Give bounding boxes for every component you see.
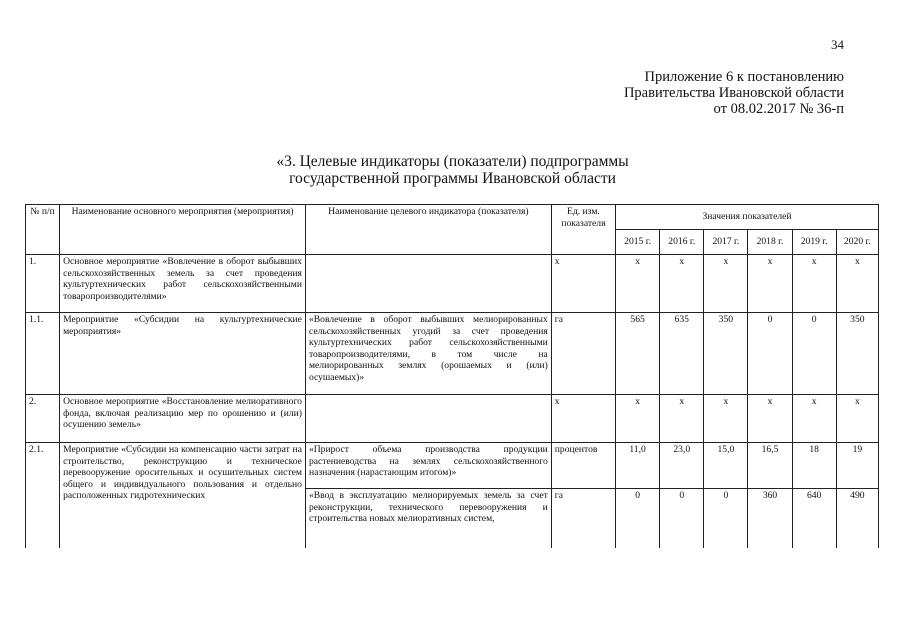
row-value: х [748, 395, 792, 443]
appendix-line-1: Приложение 6 к постановлению [644, 69, 844, 85]
row-value: 565 [616, 313, 660, 395]
title-line-2: государственной программы Ивановской области [289, 170, 616, 187]
appendix-line-2: Правительства Ивановской области [623, 85, 844, 101]
row-value: 490 [836, 489, 878, 549]
row-value: х [660, 395, 704, 443]
row-value: х [704, 395, 748, 443]
row-num: 2. [26, 395, 60, 443]
row-value: 0 [748, 313, 792, 395]
row-indicator: «Вовлечение в оборот выбывших мелиорированных сельскохозяйственных угодий за счет проведения культуртехнических работ сельскохозяйственными товаропроизводителями, в том числе на мелиорированных землях (орошаемых и (или) осушаемых)» [305, 313, 551, 395]
row-indicator [305, 395, 551, 443]
row-value: 0 [792, 313, 836, 395]
header-values: Значения показателей [616, 205, 879, 230]
row-value: 0 [660, 489, 704, 549]
table-row [26, 313, 879, 395]
row-event: Мероприятие «Субсидии на компенсацию части затрат на строительство, реконструкцию и техническое перевооружение оросительных и осушительных систем общего и индивидуального пользования и отдельно расположенных гидротехнических [60, 443, 306, 549]
table-header-row [26, 205, 879, 230]
row-value: 18 [792, 443, 836, 489]
header-unit: Ед. изм. показателя [551, 205, 615, 255]
row-value: 0 [616, 489, 660, 549]
row-value: 0 [704, 489, 748, 549]
row-unit: га [551, 313, 615, 395]
row-value: х [616, 395, 660, 443]
row-unit: га [551, 489, 615, 549]
row-unit: х [551, 255, 615, 313]
header-year: 2017 г. [704, 230, 748, 255]
row-value: 15,0 [704, 443, 748, 489]
row-value: 360 [748, 489, 792, 549]
row-num: 1. [26, 255, 60, 313]
row-num: 1.1. [26, 313, 60, 395]
row-indicator: «Ввод в эксплуатацию мелиорируемых земель за счет реконструкции, технического перевооружения и строительства новых мелиоративных систем, [305, 489, 551, 549]
row-value: 19 [836, 443, 878, 489]
row-unit: х [551, 395, 615, 443]
header-event: Наименование основного мероприятия (мероприятия) [60, 205, 306, 255]
row-value: х [792, 255, 836, 313]
page-number: 34 [831, 37, 844, 52]
table-row [26, 395, 879, 443]
row-event: Основное мероприятие «Вовлечение в оборот выбывших сельскохозяйственных земель за счет проведения культуртехнических работ сельскохозяйственными товаропроизводителями» [60, 255, 306, 313]
row-event: Основное мероприятие «Восстановление мелиоративного фонда, включая реализацию мер по орошению и (или) осушению земель» [60, 395, 306, 443]
row-value: х [660, 255, 704, 313]
header-year: 2020 г. [836, 230, 878, 255]
header-indicator: Наименование целевого индикатора (показателя) [305, 205, 551, 255]
row-value: х [792, 395, 836, 443]
row-value: х [616, 255, 660, 313]
indicators-table [25, 204, 879, 548]
header-year: 2015 г. [616, 230, 660, 255]
row-indicator: «Прирост объема производства продукции растениеводства на землях сельскохозяйственного назначения (нарастающим итогом)» [305, 443, 551, 489]
header-year: 2019 г. [792, 230, 836, 255]
appendix-line-3: от 08.02.2017 № 36-п [713, 101, 844, 117]
table-row [26, 255, 879, 313]
row-value: х [704, 255, 748, 313]
row-event: Мероприятие «Субсидии на культуртехнические мероприятия» [60, 313, 306, 395]
row-indicator [305, 255, 551, 313]
table-row [26, 443, 879, 489]
row-value: 640 [792, 489, 836, 549]
header-year: 2016 г. [660, 230, 704, 255]
row-unit: процентов [551, 443, 615, 489]
row-value: х [836, 395, 878, 443]
row-num: 2.1. [26, 443, 60, 549]
row-value: 16,5 [748, 443, 792, 489]
title-line-1: «3. Целевые индикаторы (показатели) подпрограммы [276, 153, 629, 170]
header-year: 2018 г. [748, 230, 792, 255]
row-value: 635 [660, 313, 704, 395]
row-value: 350 [704, 313, 748, 395]
row-value: 350 [836, 313, 878, 395]
row-value: х [748, 255, 792, 313]
header-num: № п/п [26, 205, 60, 255]
row-value: х [836, 255, 878, 313]
row-value: 11,0 [616, 443, 660, 489]
row-value: 23,0 [660, 443, 704, 489]
